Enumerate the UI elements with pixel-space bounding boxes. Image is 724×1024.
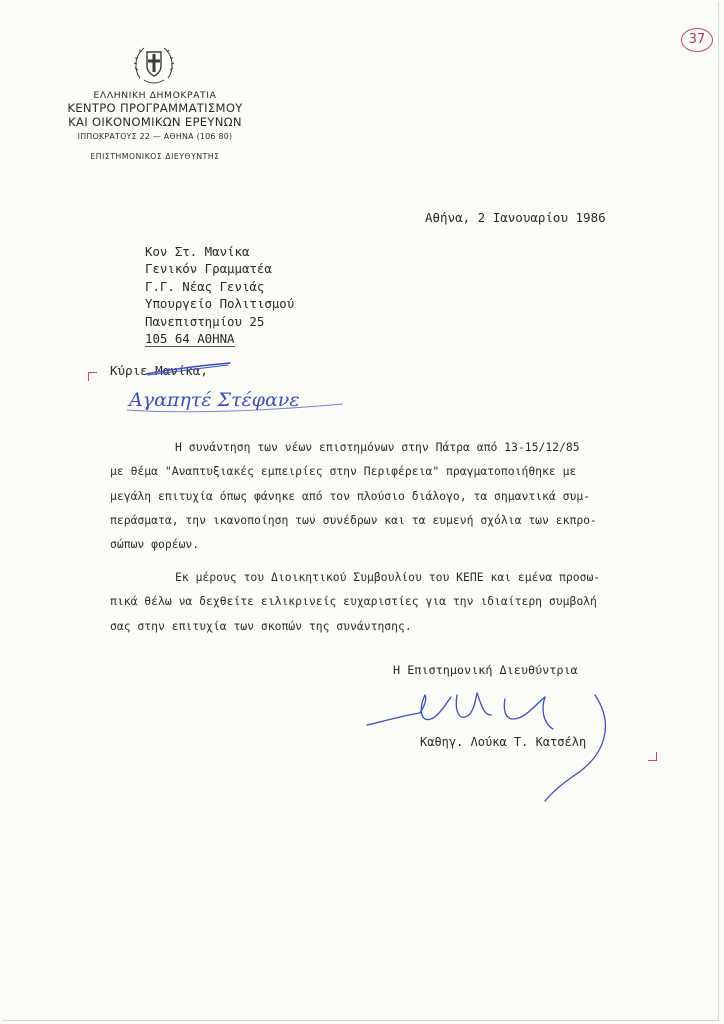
letter-date: Αθήνα, 2 Ιανουαρίου 1986	[425, 210, 606, 225]
body-line: σώπων φορέων.	[110, 537, 200, 552]
letterhead-center-line1: ΚΕΝΤΡΟ ΠΡΟΓΡΑΜΜΑΤΙΣΜΟΥ	[67, 101, 243, 115]
recipient-line: Πανεπιστημίου 25	[145, 313, 265, 329]
body-line: περάσματα, την ικανοποίηση των συνέδρων και τα ευμενή σχόλια των εκπρο-	[110, 512, 597, 527]
corner-mark-top-left	[88, 372, 97, 381]
body-line: Εκ μέρους του Διοικητικού Συμβουλίου του ΚΕΠΕ και εμένα προσω-	[175, 570, 601, 584]
recipient-line: Γ.Γ. Νέας Γενιάς	[145, 278, 265, 294]
salutation-suffix: ,	[200, 363, 208, 378]
salutation-name: Μανίκα	[155, 363, 201, 378]
recipient-city: 105 64 ΑΘΗΝΑ	[145, 331, 235, 347]
letterhead-director-title: ΕΠΙΣΤΗΜΟΝΙΚΟΣ ΔΙΕΥΘΥΝΤΗΣ	[90, 152, 220, 161]
signer-name: Καθηγ. Λούκα Τ. Κατσέλη	[420, 735, 587, 749]
letterhead-republic: ΕΛΛΗΝΙΚΗ ΔΗΜΟΚΡΑΤΙΑ	[93, 90, 217, 101]
body-paragraph-2	[110, 565, 650, 638]
body-line: μεγάλη επιτυχία όπως φάνηκε από τον πλούσιο διάλογο, τα σημαντικά συμ-	[110, 488, 591, 503]
salutation-prefix: Κύριε	[110, 363, 148, 378]
recipient-address	[145, 243, 294, 347]
recipient-line: Υπουργείο Πολιτισμού	[145, 296, 295, 312]
body-line: σας στην επιτυχία των σκοπών της συνάντησης.	[110, 618, 412, 633]
body-line: με θέμα "Αναπτυξιακές εμπειρίες στην Περιφέρεια" πραγματοποιήθηκε με	[110, 464, 577, 479]
letterhead	[60, 90, 250, 161]
signoff: Η Επιστημονική Διευθύντρια	[393, 663, 578, 677]
recipient-line: Κον Στ. Μανίκα	[145, 244, 250, 259]
coat-of-arms-icon	[130, 40, 178, 88]
recipient-line: Γενικόν Γραμματέα	[145, 261, 272, 277]
body-paragraph-1	[110, 435, 650, 556]
body-line: πικά θέλω να δεχθείτε ειλικρινείς ευχαριστίες για την ιδιαίτερη συμβολή	[110, 594, 597, 609]
handwritten-salutation-text: Αγαπητέ Στέφανε	[129, 389, 300, 411]
letterhead-address: ΙΠΠΟΚΡΑΤΟΥΣ 22 — ΑΘΗΝΑ (106 80)	[77, 132, 233, 141]
strike-through-mark	[142, 360, 237, 382]
letterhead-center-line2: ΚΑΙ ΟΙΚΟΝΟΜΙΚΩΝ ΕΡΕΥΝΩΝ	[68, 115, 242, 129]
handwritten-salutation	[125, 380, 355, 420]
page-number-stamp: 37	[681, 28, 713, 52]
body-line: Η συνάντηση των νέων επιστημόνων στην Πάτρα από 13-15/12/85	[175, 440, 580, 454]
